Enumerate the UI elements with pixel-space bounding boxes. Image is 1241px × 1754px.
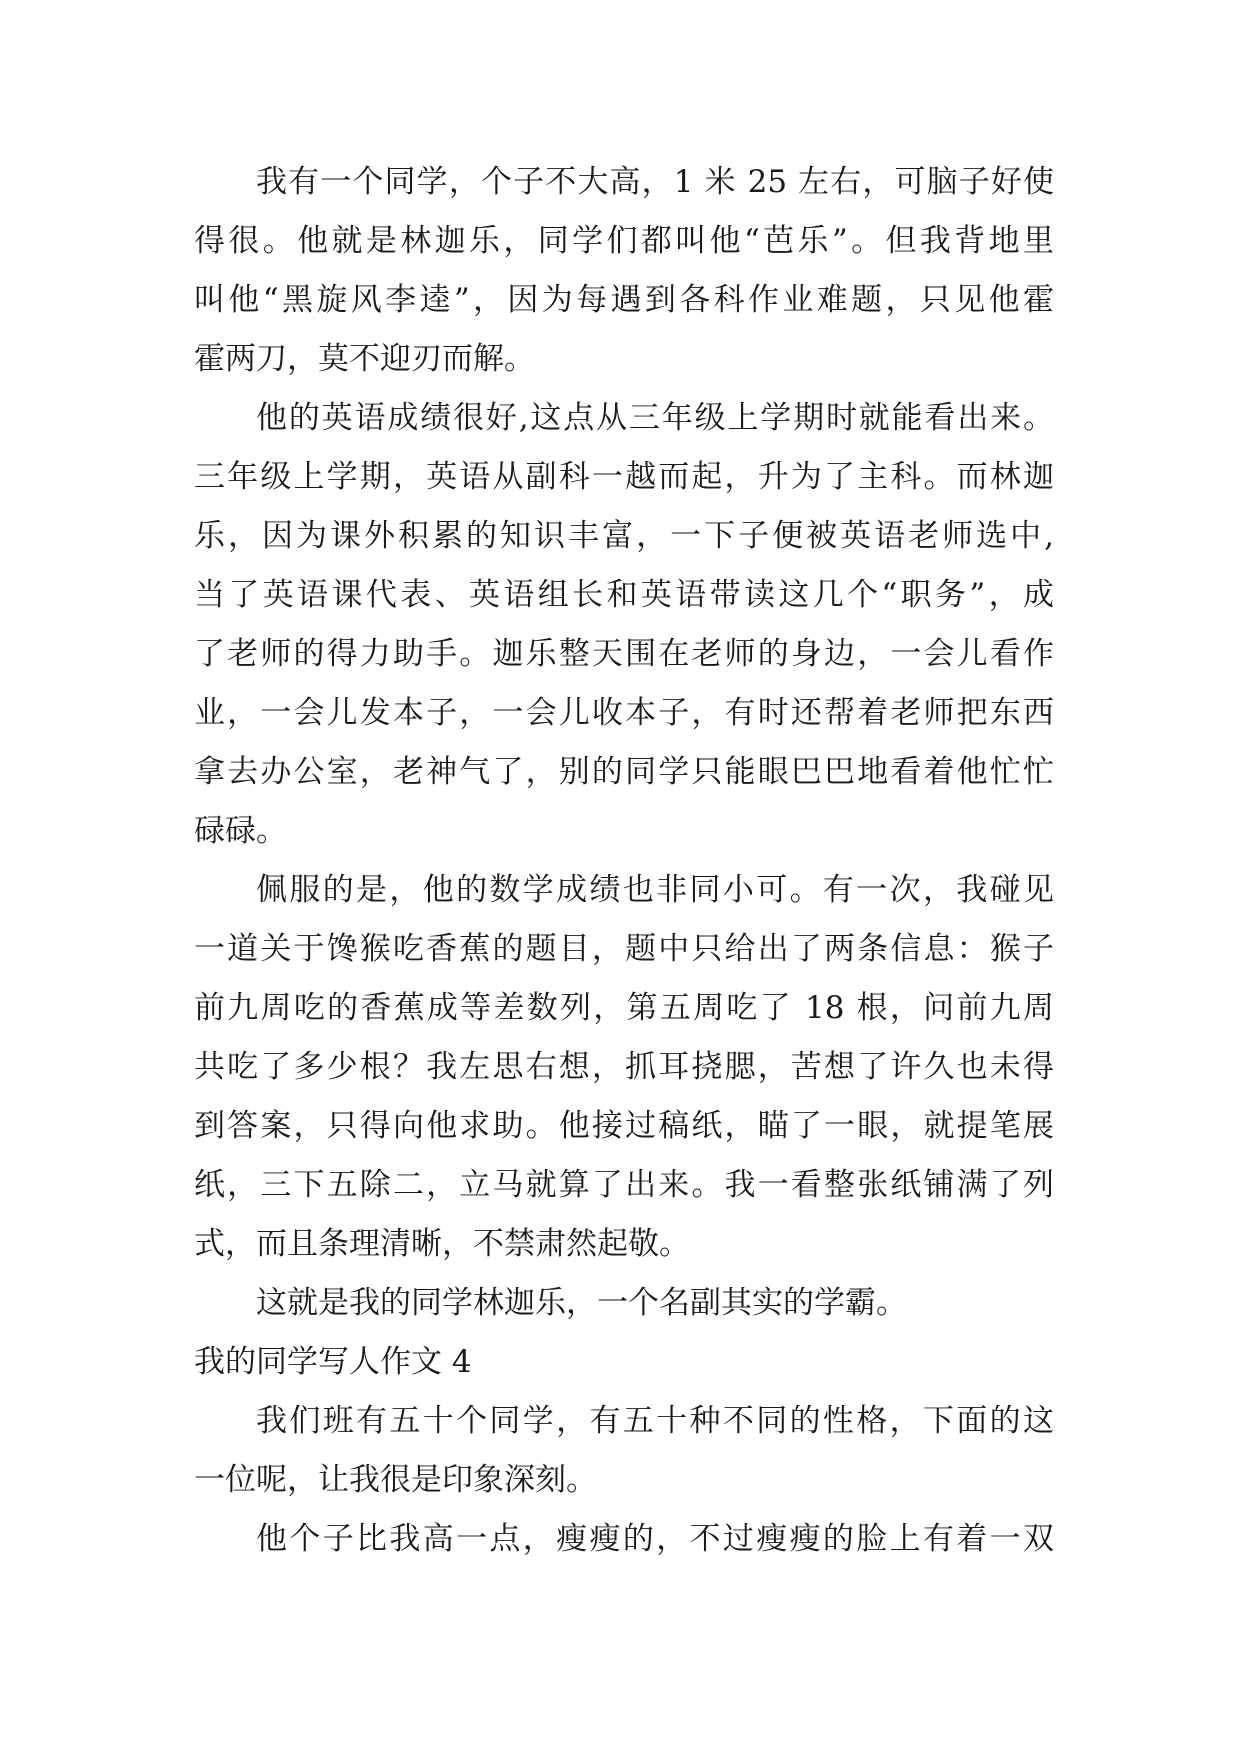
paragraph-1-line-1: 我有一个同学，个子不大高，1 米 25 左右，可脑子好使: [256, 164, 1054, 200]
paragraph-3-line-6: 纸，三下五除二，立马就算了出来。我一看整张纸铺满了列: [194, 1167, 1054, 1203]
document-body: [194, 153, 1054, 1569]
paragraph-1-line-3: 叫他“黑旋风李逵”，因为每遇到各科作业难题，只见他霍: [194, 282, 1054, 318]
paragraph-2-line-7: 拿去办公室，老神气了，别的同学只能眼巴巴地看着他忙忙: [194, 754, 1054, 790]
paragraph-2-line-3: 乐，因为课外积累的知识丰富，一下子便被英语老师选中,: [194, 518, 1054, 554]
paragraph-2-line-4: 当了英语课代表、英语组长和英语带读这几个“职务”，成: [194, 577, 1054, 613]
paragraph-3-line-7: 式，而且条理清晰，不禁肃然起敬。: [194, 1226, 690, 1262]
paragraph-3-line-3: 前九周吃的香蕉成等差数列，第五周吃了 18 根，问前九周: [194, 990, 1054, 1026]
paragraph-6-line-1: 他个子比我高一点，瘦瘦的，不过瘦瘦的脸上有着一双: [256, 1521, 1054, 1557]
paragraph-2-line-8: 碌碌。: [194, 813, 287, 849]
paragraph-3-line-1: 佩服的是，他的数学成绩也非同小可。有一次，我碰见: [256, 872, 1054, 908]
paragraph-1-line-4: 霍两刀，莫不迎刃而解。: [194, 341, 535, 377]
paragraph-4-line-1: 这就是我的同学林迦乐，一个名副其实的学霸。: [256, 1285, 907, 1321]
paragraph-3-line-2: 一道关于馋猴吃香蕉的题目，题中只给出了两条信息：猴子: [194, 931, 1054, 967]
paragraph-2-line-6: 业，一会儿发本子，一会儿收本子，有时还帮着老师把东西: [194, 695, 1054, 731]
paragraph-5-line-1: 我们班有五十个同学，有五十种不同的性格，下面的这: [256, 1403, 1054, 1439]
paragraph-1-line-2: 得很。他就是林迦乐，同学们都叫他“芭乐”。但我背地里: [194, 223, 1054, 259]
paragraph-2-line-1: 他的英语成绩很好,这点从三年级上学期时就能看出来。: [256, 400, 1054, 436]
paragraph-3-line-4: 共吃了多少根？我左思右想，抓耳挠腮，苦想了许久也未得: [194, 1049, 1054, 1085]
paragraph-2-line-2: 三年级上学期，英语从副科一越而起，升为了主科。而林迦: [194, 459, 1054, 495]
paragraph-2-line-5: 了老师的得力助手。迦乐整天围在老师的身边，一会儿看作: [194, 636, 1054, 672]
paragraph-5-line-2: 一位呢，让我很是印象深刻。: [194, 1462, 597, 1498]
paragraph-3-line-5: 到答案，只得向他求助。他接过稿纸，瞄了一眼，就提笔展: [194, 1108, 1054, 1144]
section-heading: 我的同学写人作文 4: [194, 1344, 472, 1380]
